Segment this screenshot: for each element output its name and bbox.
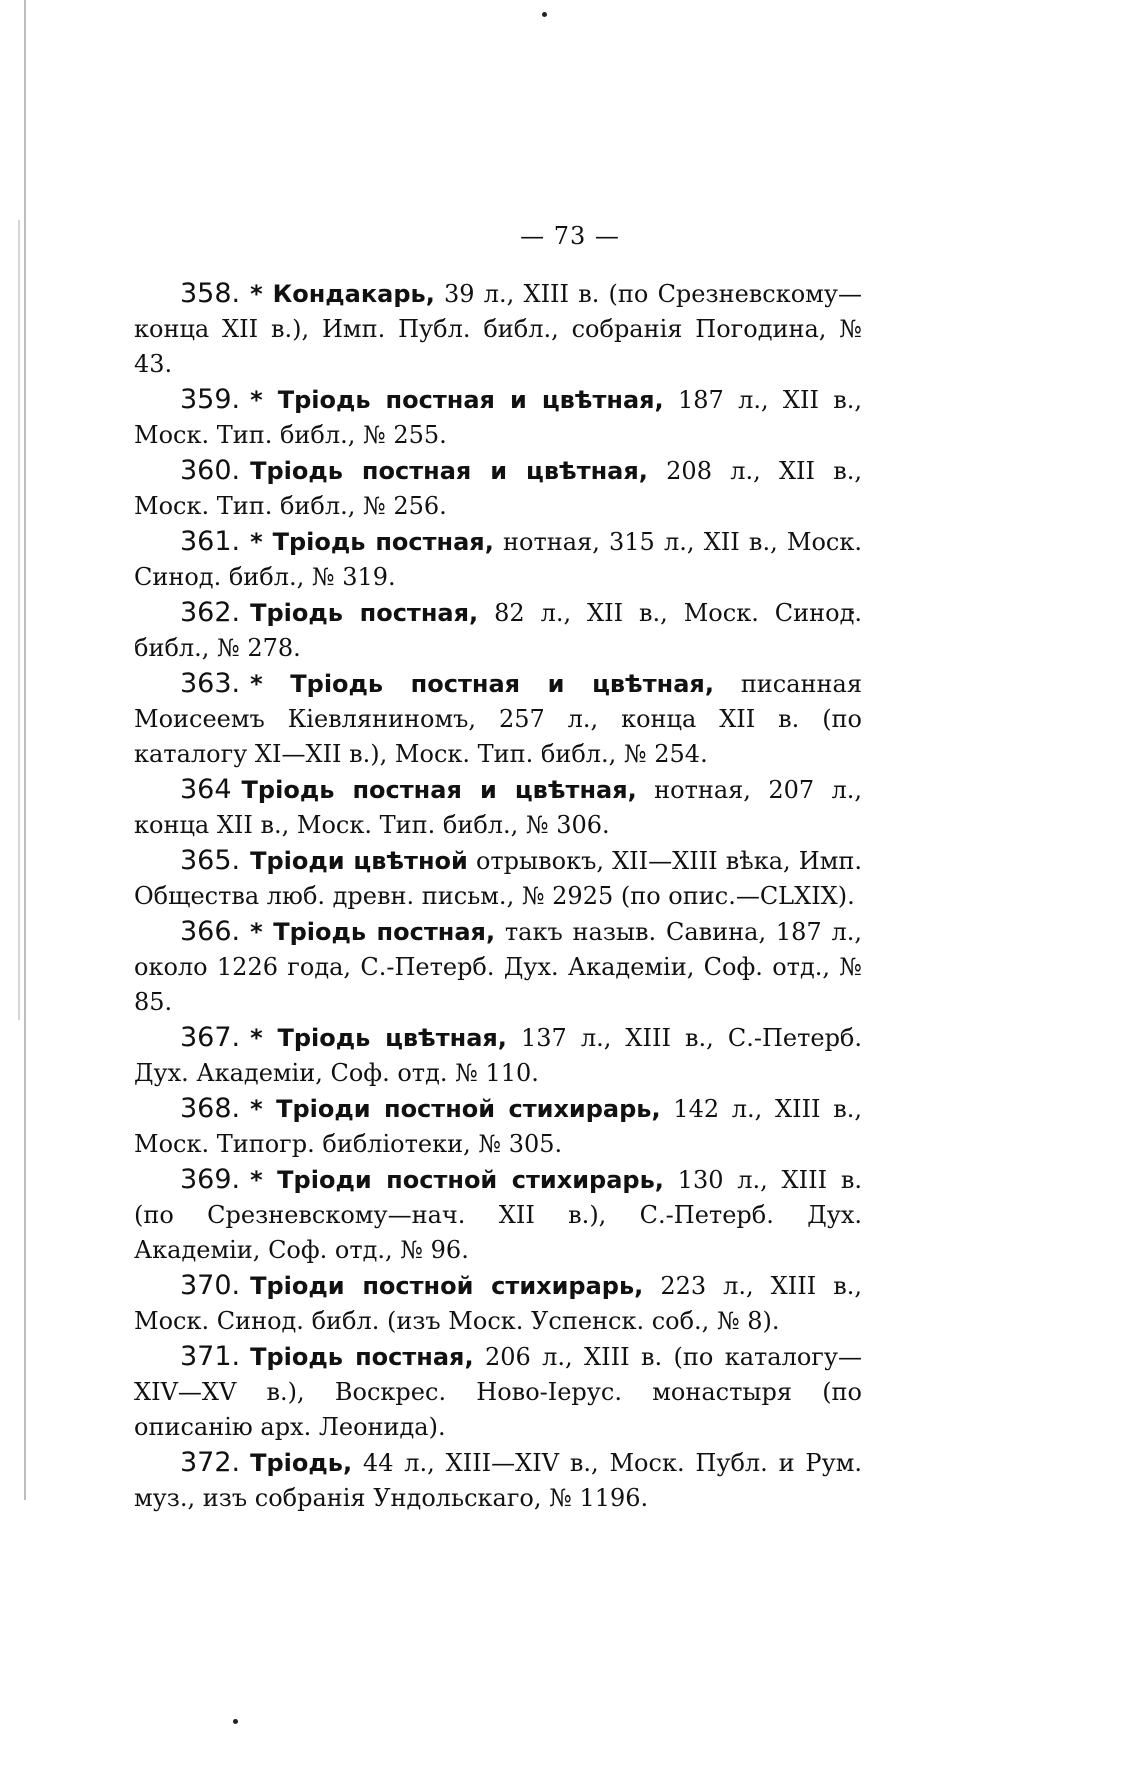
entry-title: * Тріоди постной стихирарь, <box>250 1166 664 1194</box>
catalog-entry <box>134 1339 862 1445</box>
ink-speck <box>233 1719 238 1724</box>
entry-description: 223 л., XIII в., Моск. Синод. библ. (изъ Моск. Успенск. соб., № 8). <box>134 1272 862 1335</box>
entry-number: 360. <box>180 455 241 486</box>
entry-title: Тріодь постная и цвѣтная, <box>241 776 637 804</box>
entry-description: 82 л., XII в., Моск. Синод. библ., № 278. <box>134 599 862 662</box>
catalog-entry <box>134 843 862 914</box>
binding-shadow-line <box>18 220 20 1020</box>
entry-title: * Тріодь постная и цвѣтная, <box>250 386 664 414</box>
catalog-entry <box>134 1091 862 1162</box>
page-number: — 73 — <box>520 222 620 250</box>
catalog-entry <box>134 1268 862 1339</box>
entry-number: 370. <box>180 1270 241 1301</box>
entry-number: 358. <box>180 278 241 309</box>
entry-title: Тріодь постная, <box>250 1343 474 1371</box>
entry-number: 359. <box>180 384 241 415</box>
entry-title: * Тріоди постной стихирарь, <box>250 1095 661 1123</box>
entry-title: * Тріодь постная, <box>250 918 496 946</box>
entry-number: 361. <box>180 526 241 557</box>
entry-title: * Тріодь постная, <box>250 528 494 556</box>
entry-title: Тріоди постной стихирарь, <box>250 1272 644 1300</box>
catalog-entry <box>134 524 862 595</box>
catalog-entries <box>134 276 862 1516</box>
catalog-entry <box>134 1162 862 1268</box>
entry-number: 366. <box>180 916 241 947</box>
catalog-entry <box>134 772 862 843</box>
entry-number: 363. <box>180 668 241 699</box>
entry-number: 371. <box>180 1341 241 1372</box>
entry-description: нотная, 315 л., XII в., Моск. Синод. библ., № 319. <box>134 528 862 591</box>
entry-number: 362. <box>180 597 241 628</box>
catalog-entry <box>134 1020 862 1091</box>
entry-title: Тріодь постная, <box>250 599 479 627</box>
entry-description: 130 л., XIII в. (по Срезневскому—нач. XII в.), С.-Петерб. Дух. Академіи, Соф. отд., № 96. <box>134 1166 863 1264</box>
entry-description: 142 л., XIII в., Моск. Типогр. библіотеки, № 305. <box>134 1095 862 1158</box>
entry-title: * Тріодь цвѣтная, <box>250 1024 507 1052</box>
entry-description: 187 л., XII в., Моск. Тип. библ., № 255. <box>134 386 863 449</box>
entry-number: 372. <box>180 1447 241 1478</box>
catalog-entry <box>134 666 862 772</box>
entry-title: * Тріодь постная и цвѣтная, <box>250 670 714 698</box>
entry-description: 44 л., XIII—XIV в., Моск. Публ. и Рум. муз., изъ собранія Ундольскаго, № 1196. <box>134 1449 863 1512</box>
ink-speck <box>542 12 547 17</box>
entry-title: Тріодь постная и цвѣтная, <box>250 457 648 485</box>
catalog-entry <box>134 382 862 453</box>
entry-number: 369. <box>180 1164 241 1195</box>
catalog-entry <box>134 453 862 524</box>
catalog-entry <box>134 595 862 666</box>
entry-description: 208 л., XII в., Моск. Тип. библ., № 256. <box>134 457 862 520</box>
catalog-entry <box>134 1445 862 1516</box>
entry-number: 365. <box>180 845 241 876</box>
entry-description: 137 л., XIII в., С.-Петерб. Дух. Академіи, Соф. отд. № 110. <box>134 1024 863 1087</box>
entry-number: 368. <box>180 1093 241 1124</box>
catalog-entry <box>134 914 862 1020</box>
entry-description: 206 л., XIII в. (по каталогу—XIV—XV в.), Воскрес. Ново-Іерус. монастыря (по описанію арх. Леонида). <box>134 1343 862 1441</box>
entry-title: Тріоди цвѣтной <box>250 847 468 875</box>
entry-description: отрывокъ, XII—XIII вѣка, Имп. Общества люб. древн. письм., № 2925 (по опис.—CLXIX). <box>134 847 862 910</box>
entry-title: * Кондакарь, <box>250 280 435 308</box>
entry-description: нотная, 207 л., конца XII в., Моск. Тип. библ., № 306. <box>134 776 863 839</box>
entry-number: 367. <box>180 1022 241 1053</box>
entry-title: Тріодь, <box>250 1449 353 1477</box>
catalog-entry <box>134 276 862 382</box>
entry-description: писанная Моисеемъ Кіевляниномъ, 257 л., конца XII в. (по каталогу XI—XII в.), Моск. Тип. библ., № 254. <box>134 670 862 768</box>
entry-number: 364 <box>180 774 232 805</box>
entry-description: такъ назыв. Савина, 187 л., около 1226 года, С.-Петерб. Дух. Академіи, Соф. отд., № 85. <box>134 918 862 1016</box>
entry-description: 39 л., XIII в. (по Срезневскому—конца XII в.), Имп. Публ. библ., собранія Погодина, № 43. <box>134 280 862 378</box>
